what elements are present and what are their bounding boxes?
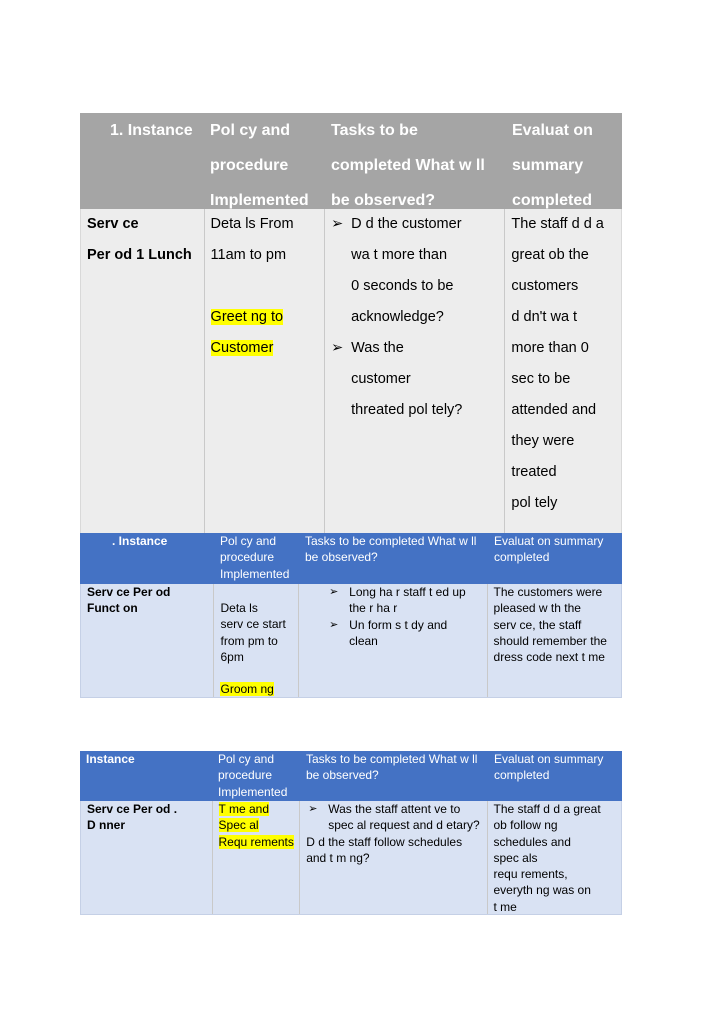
- table-3-row: [80, 801, 622, 915]
- instance-cell: Serv ce Per od . D nner: [81, 801, 213, 914]
- bullet-arrow-icon: ➢ Long ha r staff t ed up the r ha r: [329, 584, 482, 617]
- table-2-row: [80, 584, 622, 698]
- instance-cell: Serv ce Per od Funct on: [81, 584, 214, 697]
- bullet-arrow-icon: ➢ Was the staff attent ve to spec al request and d etary?: [308, 801, 482, 834]
- header-tasks: Tasks to be completed What w ll be observed?: [305, 534, 477, 565]
- highlight-text: Groom ng: [220, 682, 274, 697]
- table-1-header: [80, 113, 622, 209]
- bullet-arrow-icon: ➢ D d the customer wa t more than 0 seconds to be acknowledge?: [331, 209, 500, 333]
- instance-cell: Serv ce Per od 1 Lunch: [81, 209, 205, 602]
- policy-cell: [213, 801, 301, 914]
- table-1: [80, 113, 622, 603]
- tasks-cell: [299, 584, 487, 697]
- highlight-text: Greet ng to: [210, 309, 284, 325]
- header-evaluation: Evaluat on summary completed: [512, 122, 593, 209]
- header-evaluation: Evaluat on summary completed: [494, 752, 604, 783]
- tasks-cell: ➢ Was the staff attent ve to spec al request and d etary? D d the staff follow schedules and t m ng?: [300, 801, 487, 914]
- policy-cell: Deta ls From 11am to pm Greet ng to Customer: [205, 209, 326, 602]
- evaluation-cell: The customers were pleased w th the serv ce, the staff should remember the dress code next t me: [493, 585, 607, 665]
- highlight-text: T me and: [218, 802, 269, 816]
- highlight-text: Customer: [210, 340, 274, 356]
- table-3: [80, 751, 622, 915]
- header-evaluation: Evaluat on summary completed: [494, 534, 604, 565]
- highlight-text: Requ rements: [218, 834, 294, 849]
- header-instance: Instance: [86, 752, 135, 766]
- header-policy: Pol cy and procedure Implemented: [218, 752, 288, 799]
- table-3-header: [80, 751, 622, 801]
- header-policy: Pol cy and procedure Implemented: [210, 122, 309, 209]
- policy-cell: Deta ls serv ce start from pm to 6pm Groom ng: [214, 584, 299, 697]
- header-instance: 1. Instance: [110, 122, 193, 139]
- header-policy: Pol cy and procedure Implemented: [220, 534, 290, 581]
- header-instance: . Instance: [112, 534, 168, 548]
- bullet-arrow-icon: ➢ Was the customer threated pol tely?: [331, 333, 500, 426]
- header-tasks: Tasks to be completed What w ll be observed?: [306, 752, 478, 783]
- header-tasks: Tasks to be completed What w ll be observed?: [331, 122, 485, 209]
- table-2-header: [80, 533, 622, 584]
- evaluation-cell: The staff d d a great ob follow ng schedules and spec als requ rements, everyth ng was on t me: [493, 802, 601, 914]
- bullet-arrow-icon: ➢ Un form s t dy and clean: [329, 617, 482, 650]
- evaluation-cell: The staff d d a great ob the customers d dn't wa t more than 0 sec to be attended and they were treated pol tely: [511, 216, 604, 511]
- table-2: [80, 533, 622, 698]
- highlight-text: Spec al: [218, 818, 259, 833]
